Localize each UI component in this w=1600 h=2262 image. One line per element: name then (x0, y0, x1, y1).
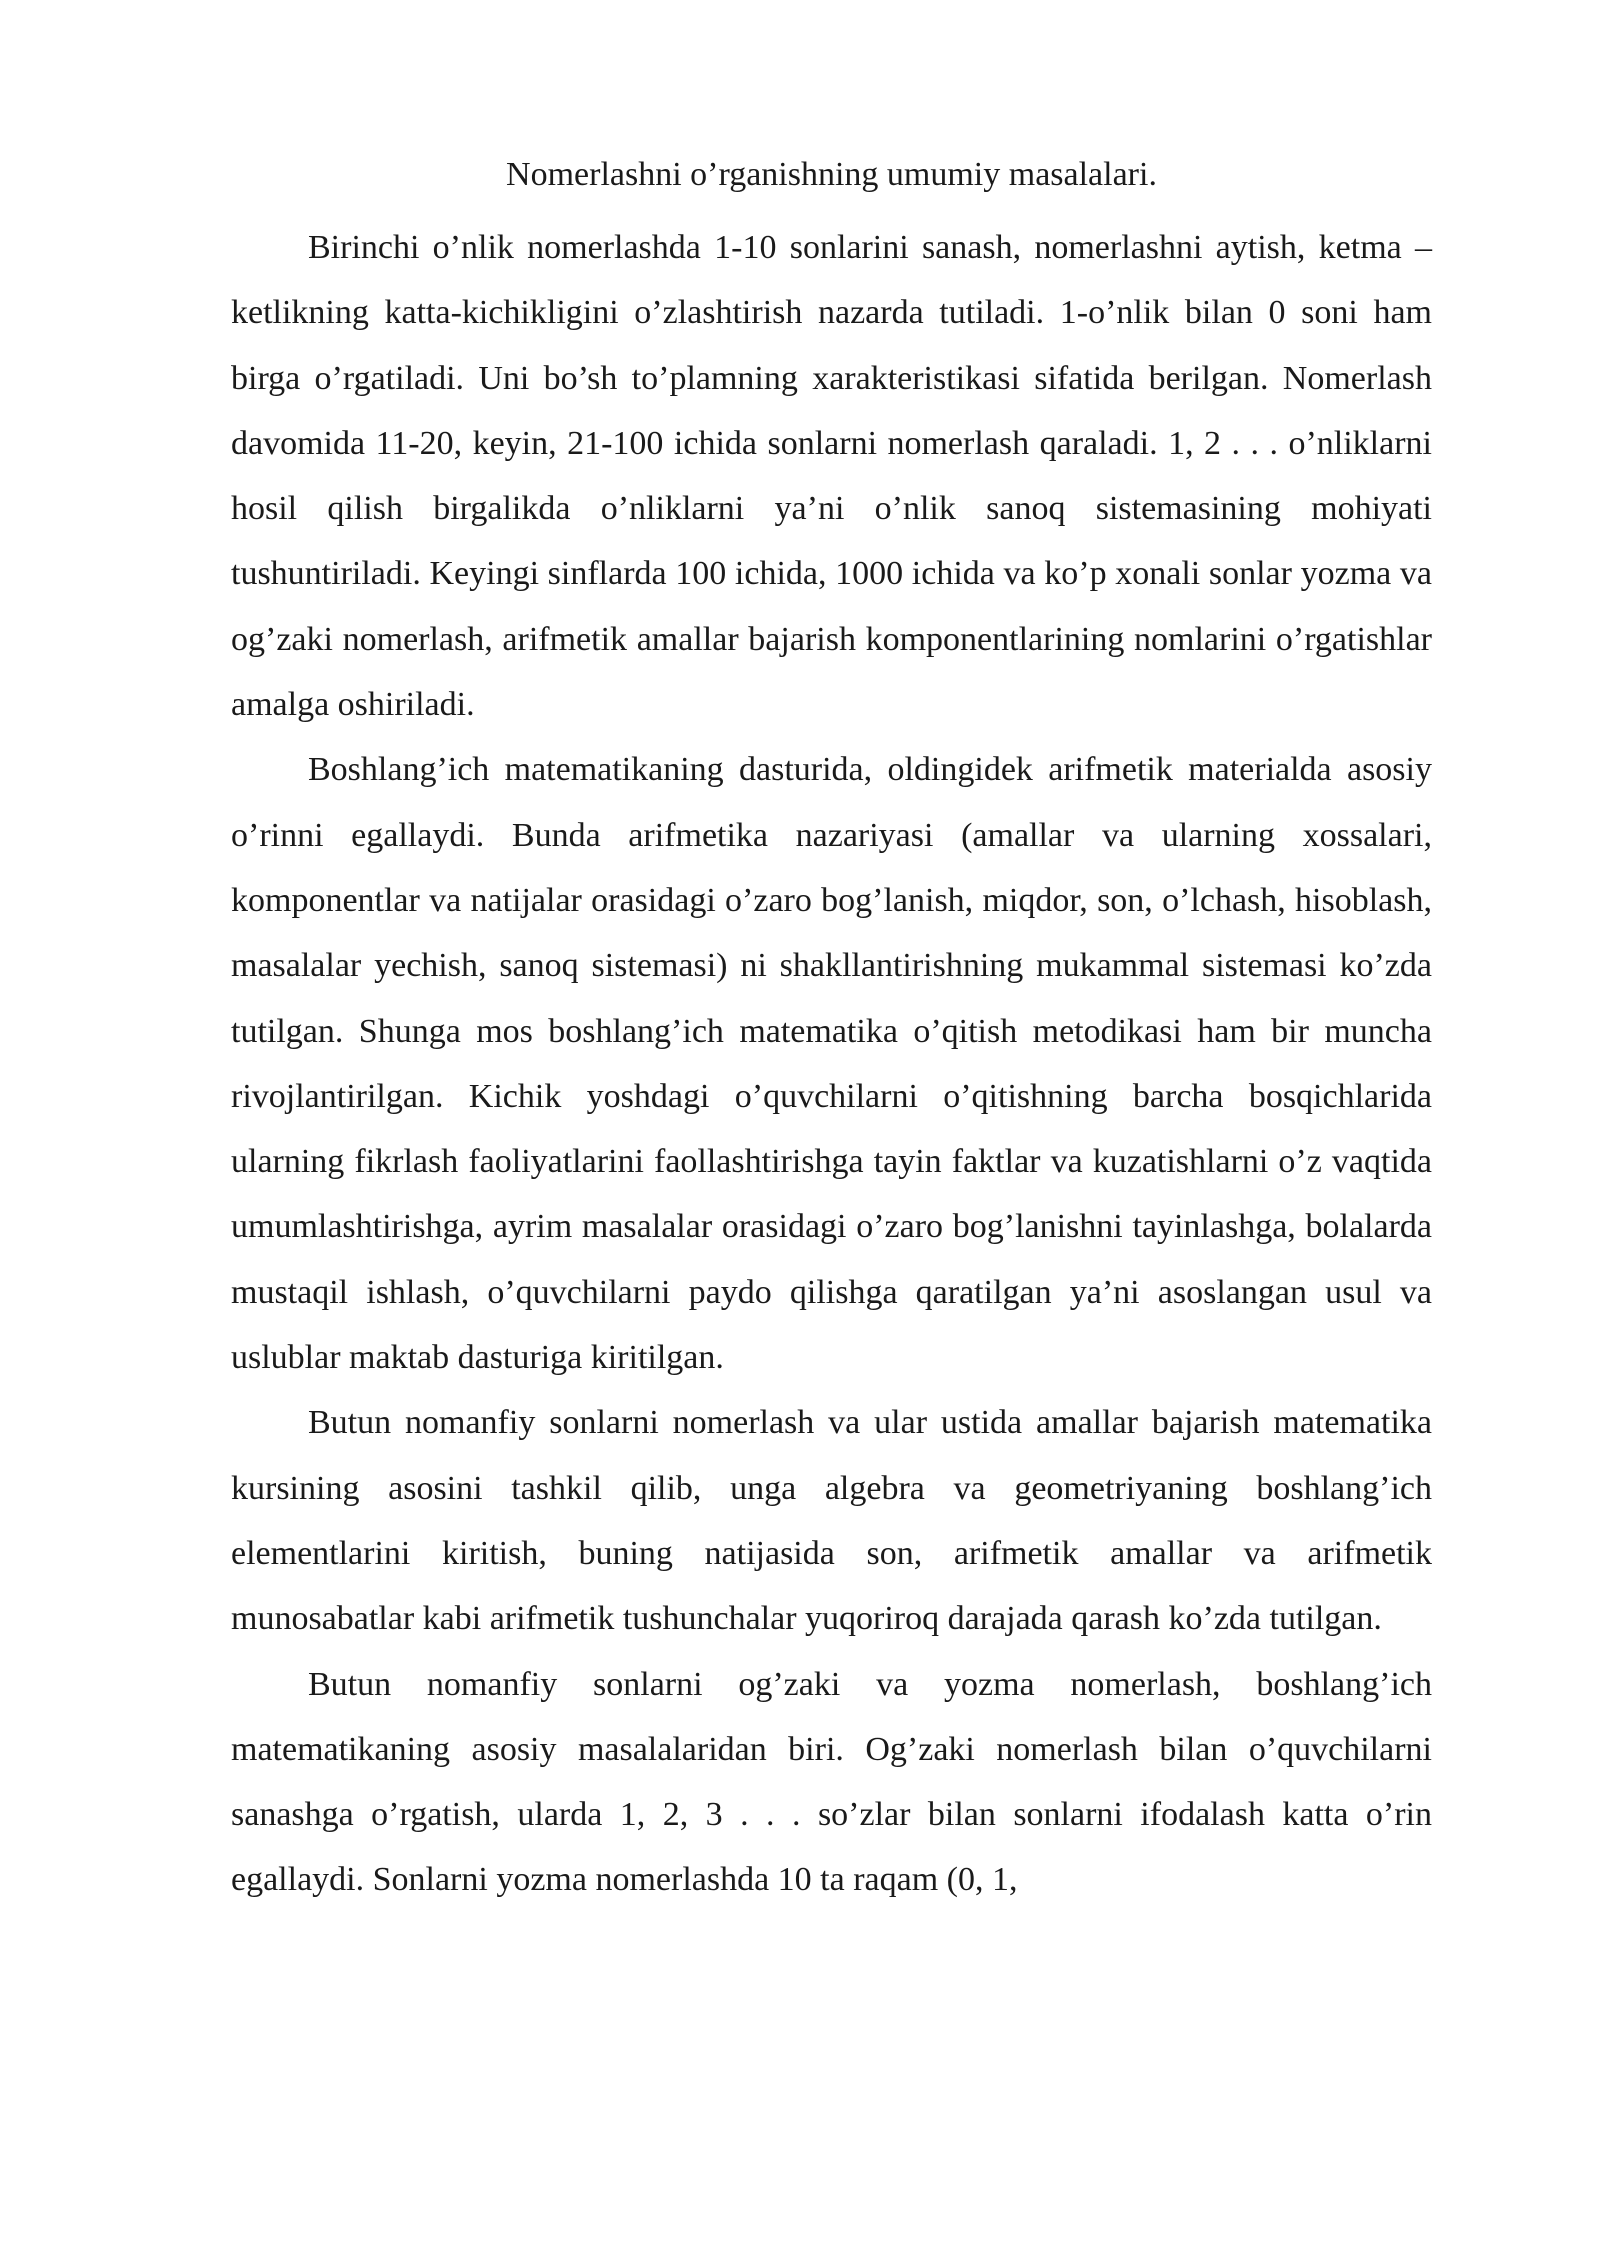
document-page (231, 150, 1432, 1913)
paragraph-3: Butun nomanfiy sonlarni nomerlash va ular ustida amallar bajarish matematika kursining asosini tashkil qilib, unga algebra va geometriyaning boshlang’ich elementlarini kiritish, buning natijasida son, arifmetik amallar va arifmetik munosabatlar kabi arifmetik tushunchalar yuqoriroq darajada qarash ko’zda tutilgan. (231, 1404, 1432, 1638)
paragraph-2: Boshlang’ich matematikaning dasturida, oldingidek arifmetik materialda asosiy o’rinni egallaydi. Bunda arifmetika nazariyasi (amallar va ularning xossalari, komponentlar va natijalar orasidagi o’zaro bog’lanish, miqdor, son, o’lchash, hisoblash, masalalar yechish, sanoq sistemasi) ni shakllantirishning mukammal sistemasi ko’zda tutilgan. Shunga mos boshlang’ich matematika o’qitish metodikasi ham bir muncha rivojlantirilgan. Kichik yoshdagi o’quvchilarni o’qitishning barcha bosqichlarida ularning fikrlash faoliyatlarini faollashtirishga tayin faktlar va kuzatishlarni o’z vaqtida umumlashtirishga, ayrim masalalar orasidagi o’zaro bog’lanishni tayinlashga, bolalarda mustaqil ishlash, o’quvchilarni paydo qilishga qaratilgan ya’ni asoslangan usul va uslublar maktab dasturiga kiritilgan. (231, 751, 1432, 1377)
page-title: Nomerlashni o’rganishning umumiy masalalari. (506, 156, 1157, 193)
paragraph-4: Butun nomanfiy sonlarni og’zaki va yozma nomerlash, boshlang’ich matematikaning asosiy masalalaridan biri. Og’zaki nomerlash bilan o’quvchilarni sanashga o’rgatish, ularda 1, 2, 3 . . . so’zlar bilan sonlarni ifodalash katta o’rin egallaydi. Sonlarni yozma nomerlashda 10 ta raqam (0, 1, (231, 1665, 1432, 1899)
paragraph-1: Birinchi o’nlik nomerlashda 1-10 sonlarini sanash, nomerlashni aytish, ketma – ketlikning katta-kichikligini o’zlashtirish nazarda tutiladi. 1-o’nlik bilan 0 soni ham birga o’rgatiladi. Uni bo’sh to’plamning xarakteristikasi sifatida berilgan. Nomerlash davomida 11-20, keyin, 21-100 ichida sonlarni nomerlash qaraladi. 1, 2 . . . o’nliklarni hosil qilish birgalikda o’nliklarni ya’ni o’nlik sanoq sistemasining mohiyati tushuntiriladi. Keyingi sinflarda 100 ichida, 1000 ichida va ko’p xonali sonlar yozma va og’zaki nomerlash, arifmetik amallar bajarish komponentlarining nomlarini o’rgatishlar amalga oshiriladi. (231, 229, 1432, 724)
